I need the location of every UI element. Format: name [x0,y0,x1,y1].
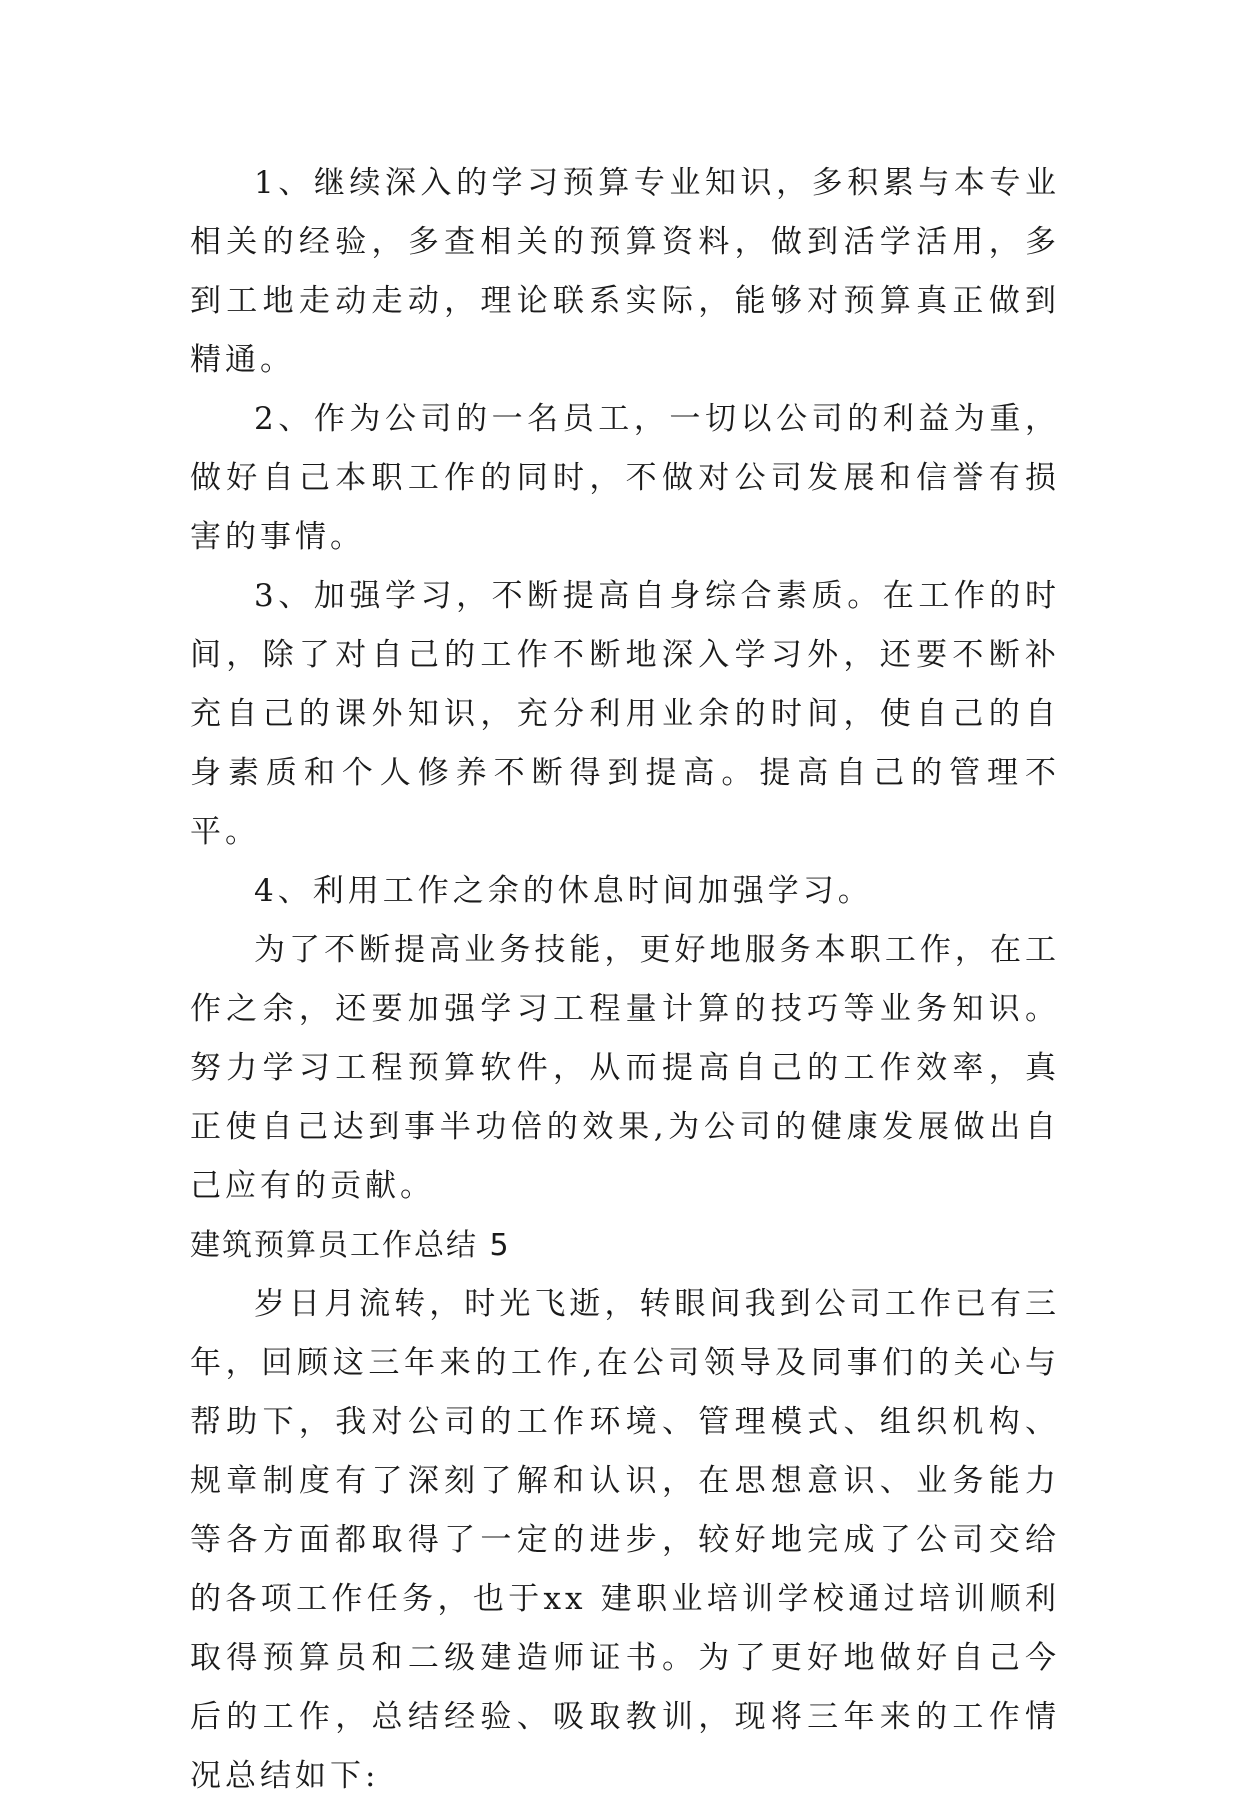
paragraph-continuation: 为了不断提高业务技能，更好地服务本职工作，在工作之余，还要加强学习工程量计算的技巧等业务知识。努力学习工程预算软件，从而提高自己的工作效率，真正使自己达到事半功倍的效果,为公司的健康发展做出自己应有的贡献。 [190,932,1060,1204]
paragraph-item-3: 3、加强学习，不断提高自身综合素质。在工作的时间，除了对自己的工作不断地深入学习外，还要不断补充自己的课外知识，充分利用业余的时间，使自己的自身素质和个人修养不断得到提高。提高自己的管理不平。 [190,578,1060,850]
section-heading: 建筑预算员工作总结 5 [190,1228,511,1263]
paragraph-item-4: 4、利用工作之余的休息时间加强学习。 [254,873,873,909]
paragraph-item-2: 2、作为公司的一名员工，一切以公司的利益为重，做好自己本职工作的同时，不做对公司发展和信誉有损害的事情。 [190,401,1060,555]
document-body [190,154,1060,1806]
section-paragraph: 岁日月流转，时光飞逝，转眼间我到公司工作已有三年，回顾这三年来的工作,在公司领导及同事们的关心与帮助下，我对公司的工作环境、管理模式、组织机构、规章制度有了深刻了解和认识，在思想意识、业务能力等各方面都取得了一定的进步，较好地完成了公司交给的各项工作任务，也于xx 建职业培训学校通过培训顺利取得预算员和二级建造师证书。为了更好地做好自己今后的工作，总结经验、吸取教训，现将三年来的工作情况总结如下: [190,1286,1060,1794]
paragraph-item-1: 1、继续深入的学习预算专业知识，多积累与本专业相关的经验，多查相关的预算资料，做到活学活用，多到工地走动走动，理论联系实际，能够对预算真正做到精通。 [190,165,1060,378]
